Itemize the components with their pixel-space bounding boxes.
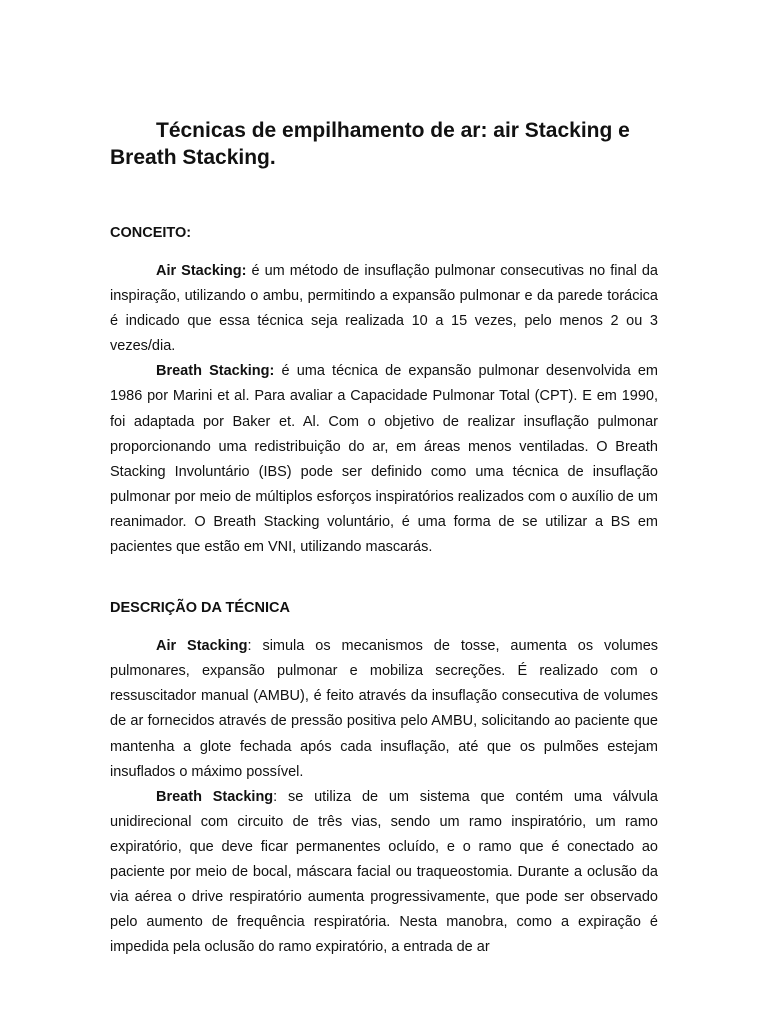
paragraph-text: : se utiliza de um sistema que contém uma válvula unidirecional com circuito de três vias, sendo um ramo inspiratório, um ramo expiratório, que deve ficar permanentes ocluído, e o ramo que é conectado ao paciente por meio de bocal, máscara facial ou traqueostomia. Durante a oclusão da via aérea o drive respiratório aumenta progressivamente, que pode ser observado pelo aumento de frequência respiratória. Nesta manobra, como a expiração é impedida pela oclusão do ramo expiratório, a entrada de ar <box>110 788 658 956</box>
paragraph-air-stacking-technique <box>110 634 658 785</box>
paragraph-lead: Breath Stacking <box>156 788 274 805</box>
paragraph-breath-stacking-concept <box>110 359 658 560</box>
paragraph-text: : simula os mecanismos de tosse, aumenta os volumes pulmonares, expansão pulmonar e mobiliza secreções. É realizado com o ressuscitador manual (AMBU), é feito através da insuflação consecutiva de volumes de ar fornecidos através de pressão positiva pelo AMBU, solicitando ao paciente que mantenha a glote fechada após cada insuflação, até que os pulmões estejam insuflados o máximo possível. <box>110 638 659 780</box>
paragraph-lead: Air Stacking: <box>156 263 247 279</box>
paragraph-lead: Air Stacking <box>156 638 248 655</box>
paragraph-breath-stacking-technique <box>110 785 658 961</box>
paragraph-air-stacking-concept <box>110 259 658 359</box>
section-heading-descricao: DESCRIÇÃO DA TÉCNICA <box>110 600 290 617</box>
section-heading-conceito: CONCEITO: <box>110 225 192 241</box>
document-title: Técnicas de empilhamento de ar: air Stacking e Breath Stacking. <box>110 119 630 169</box>
paragraph-text: é um método de insuflação pulmonar consecutivas no final da inspiração, utilizando o ambu, permitindo a expansão pulmonar e da parede torácica é indicado que essa técnica seja realizada 10 a 15 vezes, pelo menos 2 ou 3 vezes/dia. <box>110 263 659 355</box>
document-page <box>110 117 658 960</box>
paragraph-text: é uma técnica de expansão pulmonar desenvolvida em 1986 por Marini et al. Para avaliar a Capacidade Pulmonar Total (CPT). E em 1990, foi adaptada por Baker et. Al. Com o objetivo de realizar insuflação pulmonar proporcionando uma redistribuição do ar, em áreas menos ventiladas. O Breath Stacking Involuntário (IBS) pode ser definido como uma técnica de insuflação pulmonar por meio de múltiplos esforços inspiratórios realizados com o auxílio de um reanimador. O Breath Stacking voluntário, é uma forma de se utilizar a BS em pacientes que estão em VNI, utilizando mascarás. <box>110 363 658 556</box>
paragraph-lead: Breath Stacking: <box>156 363 275 380</box>
